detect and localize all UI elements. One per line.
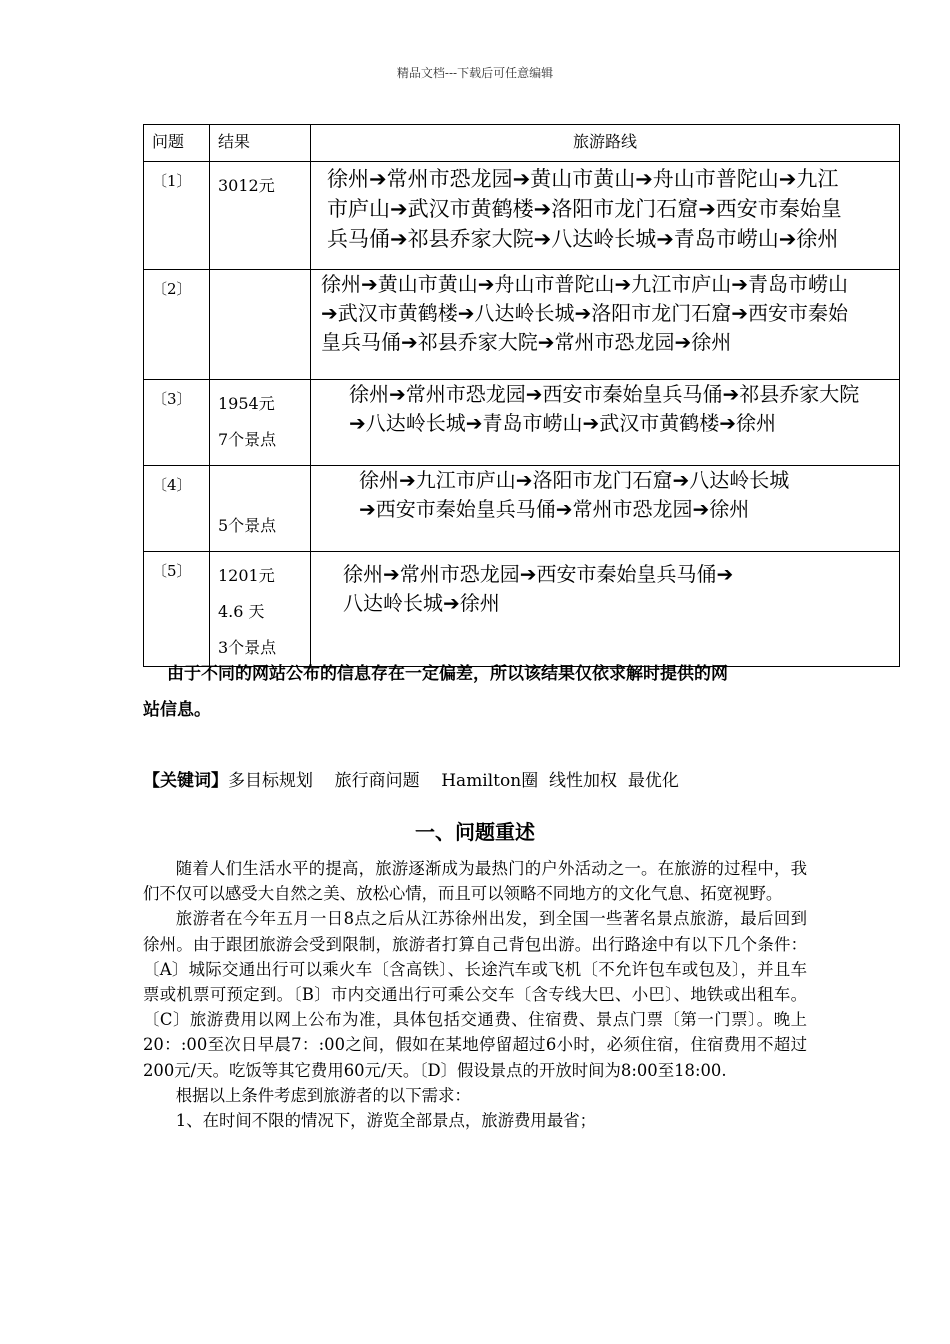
row-result xyxy=(210,380,311,466)
result-cost: 3012元 xyxy=(218,176,275,195)
table-row xyxy=(144,552,900,667)
results-note xyxy=(143,656,823,728)
route-line: 皇兵马俑➔祁县乔家大院➔常州市恐龙园➔徐州 xyxy=(321,330,732,354)
row-route xyxy=(311,380,900,466)
row-route xyxy=(311,270,900,380)
table-row xyxy=(144,270,900,380)
row-result xyxy=(210,466,311,552)
table-row xyxy=(144,380,900,466)
row-result xyxy=(210,162,311,270)
route-line: 徐州➔黄山市黄山➔舟山市普陀山➔九江市庐山➔青岛市崂山 xyxy=(321,272,849,296)
route-line: 徐州➔常州市恐龙园➔西安市秦始皇兵马俑➔祁县乔家大院 xyxy=(349,382,860,406)
keywords-line xyxy=(143,766,843,791)
section-body xyxy=(143,856,807,1133)
row-number: 〔2〕 xyxy=(144,270,210,380)
result-spots: 5个景点 xyxy=(218,516,277,535)
header-question: 问题 xyxy=(144,125,210,162)
result-spots: 7个景点 xyxy=(218,430,277,449)
row-number: 〔4〕 xyxy=(144,466,210,552)
row-number: 〔3〕 xyxy=(144,380,210,466)
header-result: 结果 xyxy=(210,125,311,162)
route-lines xyxy=(311,552,899,618)
row-result xyxy=(210,552,311,667)
paragraph: 旅游者在今年五月一日8点之后从江苏徐州出发，到全国一些著名景点旅游，最后回到徐州。由于跟团旅游会受到限制，旅游者打算自己背包出游。出行路途中有以下几个条件：〔A〕城际交通出行可以乘火车〔含高铁〕、长途汽车或飞机〔不允许包车或包及〕，并且车票或机票可预定到。〔B〕市内交通出行可乘公交车〔含专线大巴、小巴〕、地铁或出租车。〔C〕旅游费用以网上公布为准，具体包括交通费、住宿费、景点门票〔第一门票〕。晚上20：:00至次日早晨7：:00之间，假如在某地停留超过6小时，必须住宿，住宿费用不超过200元/天。吃饭等其它费用60元/天。〔D〕假设景点的开放时间为8:00至18:00. xyxy=(143,909,807,1080)
keywords-text: 多目标规划 旅行商问题 Hamilton圈 线性加权 最优化 xyxy=(228,771,679,791)
paragraph: 根据以上条件考虑到旅游者的以下需求： xyxy=(175,1085,471,1105)
table-header-row xyxy=(144,125,900,162)
row-number: 〔5〕 xyxy=(144,552,210,667)
result-cost: 1954元 xyxy=(218,394,275,413)
header-route: 旅游路线 xyxy=(311,125,900,162)
note-line: 站信息。 xyxy=(143,700,211,720)
route-line: 八达岭长城➔徐州 xyxy=(343,591,500,615)
route-line: ➔武汉市黄鹤楼➔八达岭长城➔洛阳市龙门石窟➔西安市秦始 xyxy=(321,301,849,325)
table-row xyxy=(144,466,900,552)
note-line: 由于不同的网站公布的信息存在一定偏差，所以该结果仅依求解时提供的网 xyxy=(167,664,728,684)
result-spots: 3个景点 xyxy=(218,638,277,657)
paragraph: 随着人们生活水平的提高，旅游逐渐成为最热门的户外活动之一。在旅游的过程中，我们不仅可以感受大自然之美、放松心情，而且可以领略不同地方的文化气息、拓宽视野。 xyxy=(143,859,807,904)
route-line: ➔八达岭长城➔青岛市崂山➔武汉市黄鹤楼➔徐州 xyxy=(349,411,777,435)
row-route xyxy=(311,466,900,552)
route-line: 徐州➔常州市恐龙园➔黄山市黄山➔舟山市普陀山➔九江 xyxy=(327,167,839,191)
route-line: 徐州➔常州市恐龙园➔西安市秦始皇兵马俑➔ xyxy=(343,562,734,586)
route-line: ➔西安市秦始皇兵马俑➔常州市恐龙园➔徐州 xyxy=(359,497,750,521)
route-lines xyxy=(311,380,899,438)
keywords-label: 【关键词】 xyxy=(143,771,228,791)
route-line: 兵马俑➔祁县乔家大院➔八达岭长城➔青岛市崂山➔徐州 xyxy=(327,227,839,251)
result-cost: 1201元 xyxy=(218,566,275,585)
section-title: 一、问题重述 xyxy=(415,820,535,844)
row-number: 〔1〕 xyxy=(144,162,210,270)
page-header: 精品文档---下载后可任意编辑 xyxy=(396,66,554,80)
row-route xyxy=(311,162,900,270)
route-line: 徐州➔九江市庐山➔洛阳市龙门石窟➔八达岭长城 xyxy=(359,468,790,492)
result-cost xyxy=(218,472,310,508)
route-lines xyxy=(311,270,899,357)
row-route xyxy=(311,552,900,667)
result-days: 4.6 天 xyxy=(218,602,265,621)
paragraph: 1、在时间不限的情况下，游览全部景点，旅游费用最省； xyxy=(175,1111,596,1131)
table-row xyxy=(144,162,900,270)
route-results-table xyxy=(143,124,900,667)
row-result xyxy=(210,270,311,380)
route-line: 市庐山➔武汉市黄鹤楼➔洛阳市龙门石窟➔西安市秦始皇 xyxy=(327,197,842,221)
route-lines xyxy=(311,162,899,254)
route-lines xyxy=(311,466,899,524)
